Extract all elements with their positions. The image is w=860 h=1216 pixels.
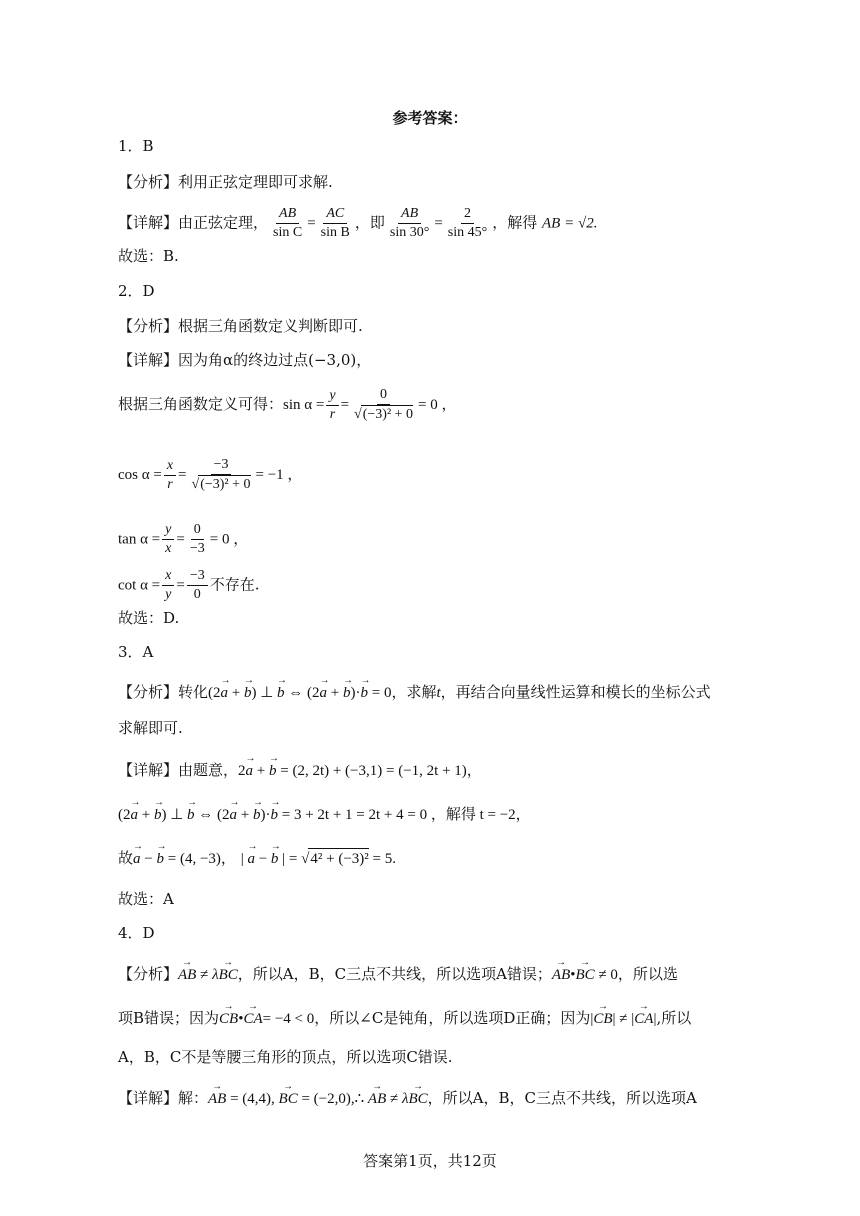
q3-detail-line3 [118,848,396,869]
q2-analysis: 【分析】根据三角函数定义判断即可. [118,317,363,335]
q3-analysis-label: 【分析】转化 [118,683,209,701]
frac-den: 0 [193,587,201,602]
frac-den: sin C [273,225,303,240]
q4-detail-neq: → AB ≠ λ→ BC [364,1091,427,1107]
q4-mod-neq: |→ CB| ≠ |→ CA| [590,1011,656,1027]
q4-dot-cb-ca: → CB•→ CA [219,1011,263,1027]
q4-line2-end: ,所以 [656,1009,692,1027]
page-title: 参考答案： [392,109,468,127]
q4-detail-end: ，所以A，B，C三点不共线，所以选项A [427,1089,697,1107]
q2-frac-sin-value: $\frac{0}{\text{√(−3)² + 0}}$ [354,387,414,422]
frac-num: x [164,457,176,476]
q4-detail-bc: = (−2,0),∴ [301,1091,365,1107]
q1-detail-mid: ，即 [354,213,385,232]
q3-mod-eq: = 5. [372,851,396,867]
q4-line2-mid: ，所以∠C是钝角，所以选项D正确；因为 [314,1009,591,1027]
frac-den: −3 [189,541,205,556]
frac-den: sin B [320,225,350,240]
frac-num: y [162,521,174,540]
q2-sin-line: 根据三角函数定义可得：sin α = $\frac{y}{r}$ = $\frac{0}{\text{√(−3)² + 0}}$ = 0 ， [118,387,457,422]
q2-cos-line: cos α = $\frac{x}{r}$ = $\frac{-3}{\text{√(−3)² + 0}}$ = −1 ， [118,457,303,492]
frac-num: AB [398,205,421,224]
q2-sin-result: = 0 ， [418,397,457,413]
q3-analysis-line1 [118,682,711,703]
frac-num: AB [276,205,299,224]
q1-analysis: 【分析】利用正弦定理即可求解. [118,173,333,191]
q2-cot-line: cot α = $\frac{x}{y}$ = $\frac{-3}{0}$ 不存在. [118,568,260,602]
q2-tan-expr: tan α = [118,531,161,548]
frac-num: 0 [377,386,390,405]
q4-analysis-line3: A，B，C不是等腰三角形的顶点，所以选项C错误. [118,1048,453,1066]
q2-frac-y-r [326,387,338,424]
q4-detail-label: 【详解】解： [118,1089,209,1107]
q2-choice: 故选：D. [118,609,180,627]
frac-den: r [167,476,173,492]
frac-num: −3 [211,456,232,475]
q2-frac-x-r [164,457,176,494]
q4-analysis-line1 [118,964,678,985]
q2-cot-expr: cot α = [118,577,161,594]
q2-frac-cot-value [187,567,208,604]
q2-number: 2．D [118,282,155,300]
q3-perp-eq: = 3 + 2t + 1 = 2t + 4 = 0 ，解得 t = −2， [281,807,531,823]
frac-den: (−3)² + 0 [200,477,251,492]
q3-detail-eq: = (2, 2t) + (−3,1) = (−1, 2t + 1)， [280,763,482,779]
q1-frac-2-sin45 [445,205,490,242]
q2-cos-result: = −1 ， [255,467,303,483]
frac-num: −3 [187,567,208,586]
q3-analysis-line2: 求解即可. [118,719,183,737]
q4-analysis-line2 [118,1008,691,1029]
q2-def-label: 根据三角函数定义可得： [118,395,284,413]
q3-so-eq: = (4, −3)， [167,851,236,867]
q2-frac-x-y [162,567,174,604]
q1-detail-label: 【详解】由正弦定理， [118,213,269,232]
q4-line2-start: 项B错误；因为 [118,1009,220,1027]
q2-tan-line: tan α = $\frac{y}{x}$ = $\frac{0}{-3}$ = 0 ， [118,522,249,556]
frac-num: y [326,387,338,406]
q3-detail-line1 [118,760,482,781]
frac-num: x [162,567,174,586]
q1-result: AB = √2. [542,215,598,232]
q2-cos-expr: cos α = [118,467,162,483]
frac-den: y [165,587,172,602]
q4-not-collinear: → AB ≠ λ→ BC [178,967,238,983]
q4-vec-ab: → AB [208,1091,230,1107]
q1-choice: 故选：B. [118,247,179,265]
q3-choice: 故选：A [118,890,174,908]
frac-den: sin 45° [447,225,488,240]
q1-detail-end: ，解得 [492,213,538,232]
frac-den: sin 30° [389,225,430,240]
q3-number: 3．A [118,643,154,661]
q4-detail-line1 [118,1088,697,1109]
q1-frac-ac-sinb [318,205,353,242]
q1-frac-ab-sinc [270,205,305,242]
q2-sin-expr: sin α = [283,397,325,413]
q3-analysis-t: t [436,685,441,701]
q2-tan-result: = 0 ， [209,531,249,548]
q4-number: 4．D [118,924,155,942]
q3-detail-label: 【详解】由题意， [118,761,239,779]
q3-detail-line2 [118,804,531,825]
frac-num: 0 [191,521,204,540]
q3-mod-sqrt: 4² + (−3)² [308,848,368,869]
q2-frac-tan-value [187,521,208,558]
frac-den: x [165,541,172,556]
q4-line1-end: ，所以选 [617,965,678,983]
q3-diff-vector: → a − → b [133,851,168,867]
frac-den: (−3)² + 0 [362,407,414,422]
q2-detail: 【详解】因为角α的终边过点(−3,0)， [118,351,372,369]
q4-detail-ab: = (4,4), [230,1091,275,1107]
q3-vector-sum: 2→ a + → b [238,763,280,779]
q1-number: 1．B [118,137,154,155]
q4-line2-value: = −4 < 0 [262,1011,315,1027]
q3-perp-expr: (2→ a + → b) ⊥ → b ⇔ (2→ a + → b)·→ b [118,807,282,823]
frac-den: r [329,406,336,422]
q3-mod-expr: | → a − → b | = √4² + (−3)² [241,851,373,867]
page-footer: 答案第1页，共12页 [363,1152,497,1170]
q2-frac-cos-value: $\frac{-3}{\text{√(−3)² + 0}}$ [191,457,251,492]
q4-line1-mid: ，所以A，B，C三点不共线，所以选项A错误； [237,965,552,983]
q3-perp-condition: (2→ a + → b) ⊥ → b ⇔ (2→ a + → b)·→ b = 0 [208,685,391,701]
q2-frac-y-x [162,521,174,558]
q2-cot-result: 不存在. [209,575,260,594]
frac-num: 2 [461,205,474,224]
q3-so-label: 故 [118,849,134,867]
q1-frac-ab-sin30 [387,205,432,242]
q4-dot-nonzero: → AB•→ BC ≠ 0 [552,967,618,983]
q1-detail: 【详解】由正弦定理， $\frac{AB}{\text{sin C}}$ = $\frac{AC}{\text{sin B}}$ ，即 $\frac{AB}{\sin 30^\circ}$ = $\frac{2}{\sin 45^\circ}$ ，解得 AB = √2. [118,206,598,240]
q4-vec-bc: → BC [275,1091,302,1107]
q3-analysis-end: ，再结合向量线性运算和模长的坐标公式 [440,683,711,701]
q3-analysis-mid: ，求解 [391,683,437,701]
frac-num: AC [323,205,347,224]
q4-analysis-label: 【分析】 [118,965,179,983]
